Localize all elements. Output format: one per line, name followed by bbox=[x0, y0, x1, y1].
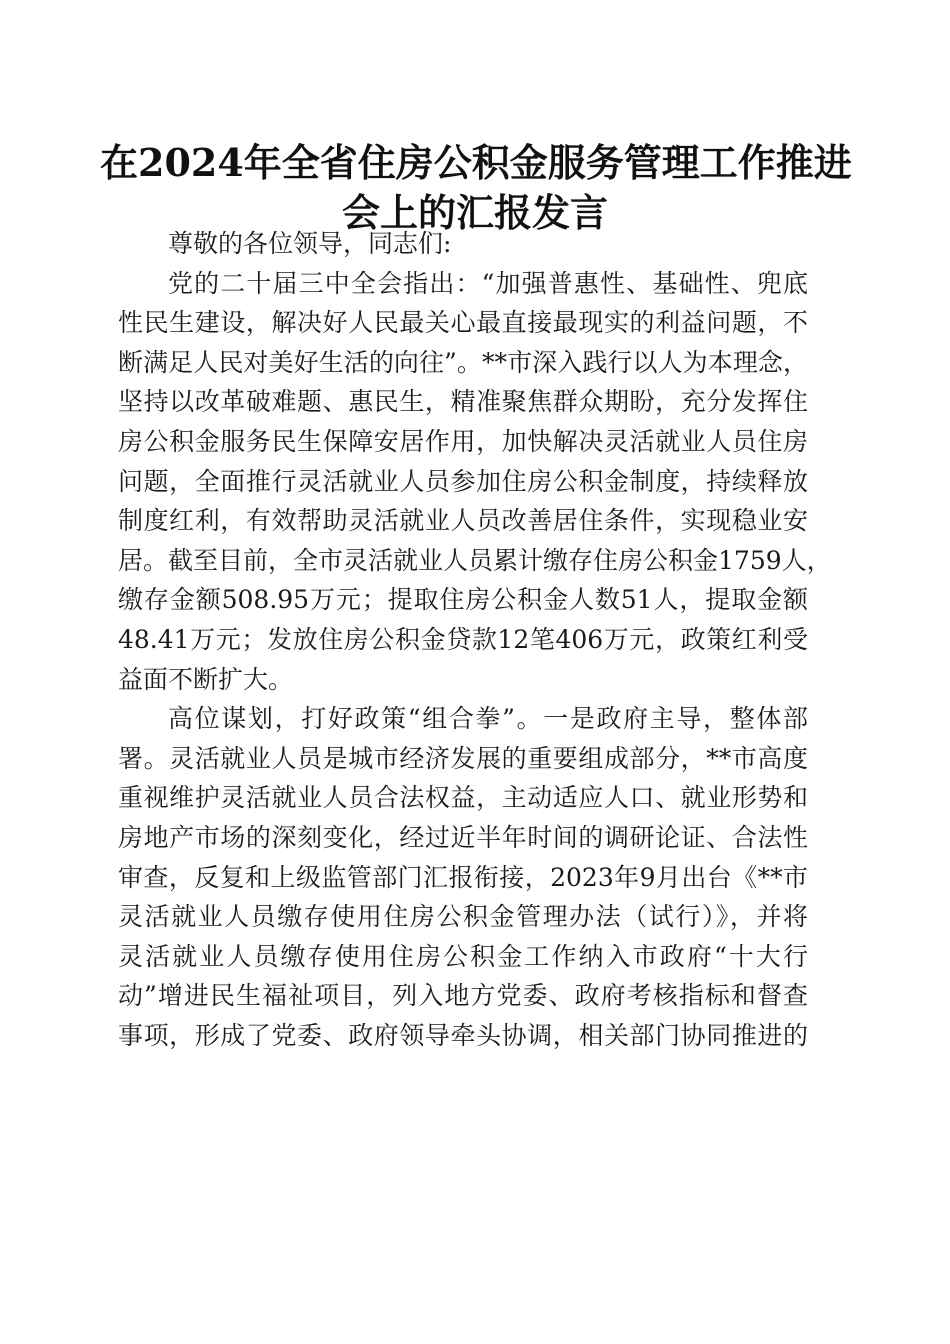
paragraph-2-line: 事项，形成了党委、政府领导牵头协调，相关部门协同推进的 bbox=[118, 1020, 808, 1050]
salutation: 尊敬的各位领导，同志们: bbox=[168, 229, 452, 258]
paragraph-1-line: 益面不断扩大。 bbox=[118, 664, 294, 694]
document-body bbox=[118, 224, 832, 1055]
paragraph-1-line: 房公积金服务民生保障安居作用，加快解决灵活就业人员住房 bbox=[118, 426, 808, 456]
document-title bbox=[100, 138, 850, 238]
paragraph-2-line: 高位谋划，打好政策“组合拳”。一是政府主导，整体部 bbox=[168, 704, 808, 734]
paragraph-2-line: 审查，反复和上级监管部门汇报衔接，2023年9月出台《**市 bbox=[118, 862, 808, 892]
paragraph-1-line: 断满足人民对美好生活的向往”。**市深入践行以人为本理念， bbox=[118, 347, 808, 377]
title-line-2: 会上的汇报发言 bbox=[341, 190, 608, 235]
paragraph-1-line: 党的二十届三中全会指出：“加强普惠性、基础性、兜底 bbox=[168, 268, 808, 298]
paragraph-1-line: 制度红利，有效帮助灵活就业人员改善居住条件，实现稳业安 bbox=[118, 506, 808, 536]
paragraph-1-line: 居。截至目前，全市灵活就业人员累计缴存住房公积金1759人， bbox=[118, 545, 832, 575]
paragraph-1-line: 48.41万元；发放住房公积金贷款12笔406万元，政策红利受 bbox=[118, 624, 808, 654]
paragraph-1-line: 性民生建设，解决好人民最关心最直接最现实的利益问题，不 bbox=[118, 308, 808, 338]
paragraph-2-line: 灵活就业人员缴存使用住房公积金管理办法（试行）》，并将 bbox=[118, 902, 808, 932]
paragraph-2-line: 房地产市场的深刻变化，经过近半年时间的调研论证、合法性 bbox=[118, 822, 808, 852]
paragraph-1-line: 缴存金额508.95万元；提取住房公积金人数51人，提取金额 bbox=[118, 585, 808, 615]
title-line-1: 在2024年全省住房公积金服务管理工作推进 bbox=[100, 140, 852, 185]
paragraph-1-line: 问题，全面推行灵活就业人员参加住房公积金制度，持续释放 bbox=[118, 466, 808, 496]
paragraph-2-line: 灵活就业人员缴存使用住房公积金工作纳入市政府“十大行 bbox=[118, 941, 808, 971]
paragraph-2-line: 动”增进民生福祉项目，列入地方党委、政府考核指标和督查 bbox=[118, 981, 808, 1011]
paragraph-1-line: 坚持以改革破难题、惠民生，精准聚焦群众期盼，充分发挥住 bbox=[118, 387, 808, 417]
paragraph-2-line: 重视维护灵活就业人员合法权益，主动适应人口、就业形势和 bbox=[118, 783, 808, 813]
paragraph-2-line: 署。灵活就业人员是城市经济发展的重要组成部分，**市高度 bbox=[118, 743, 808, 773]
